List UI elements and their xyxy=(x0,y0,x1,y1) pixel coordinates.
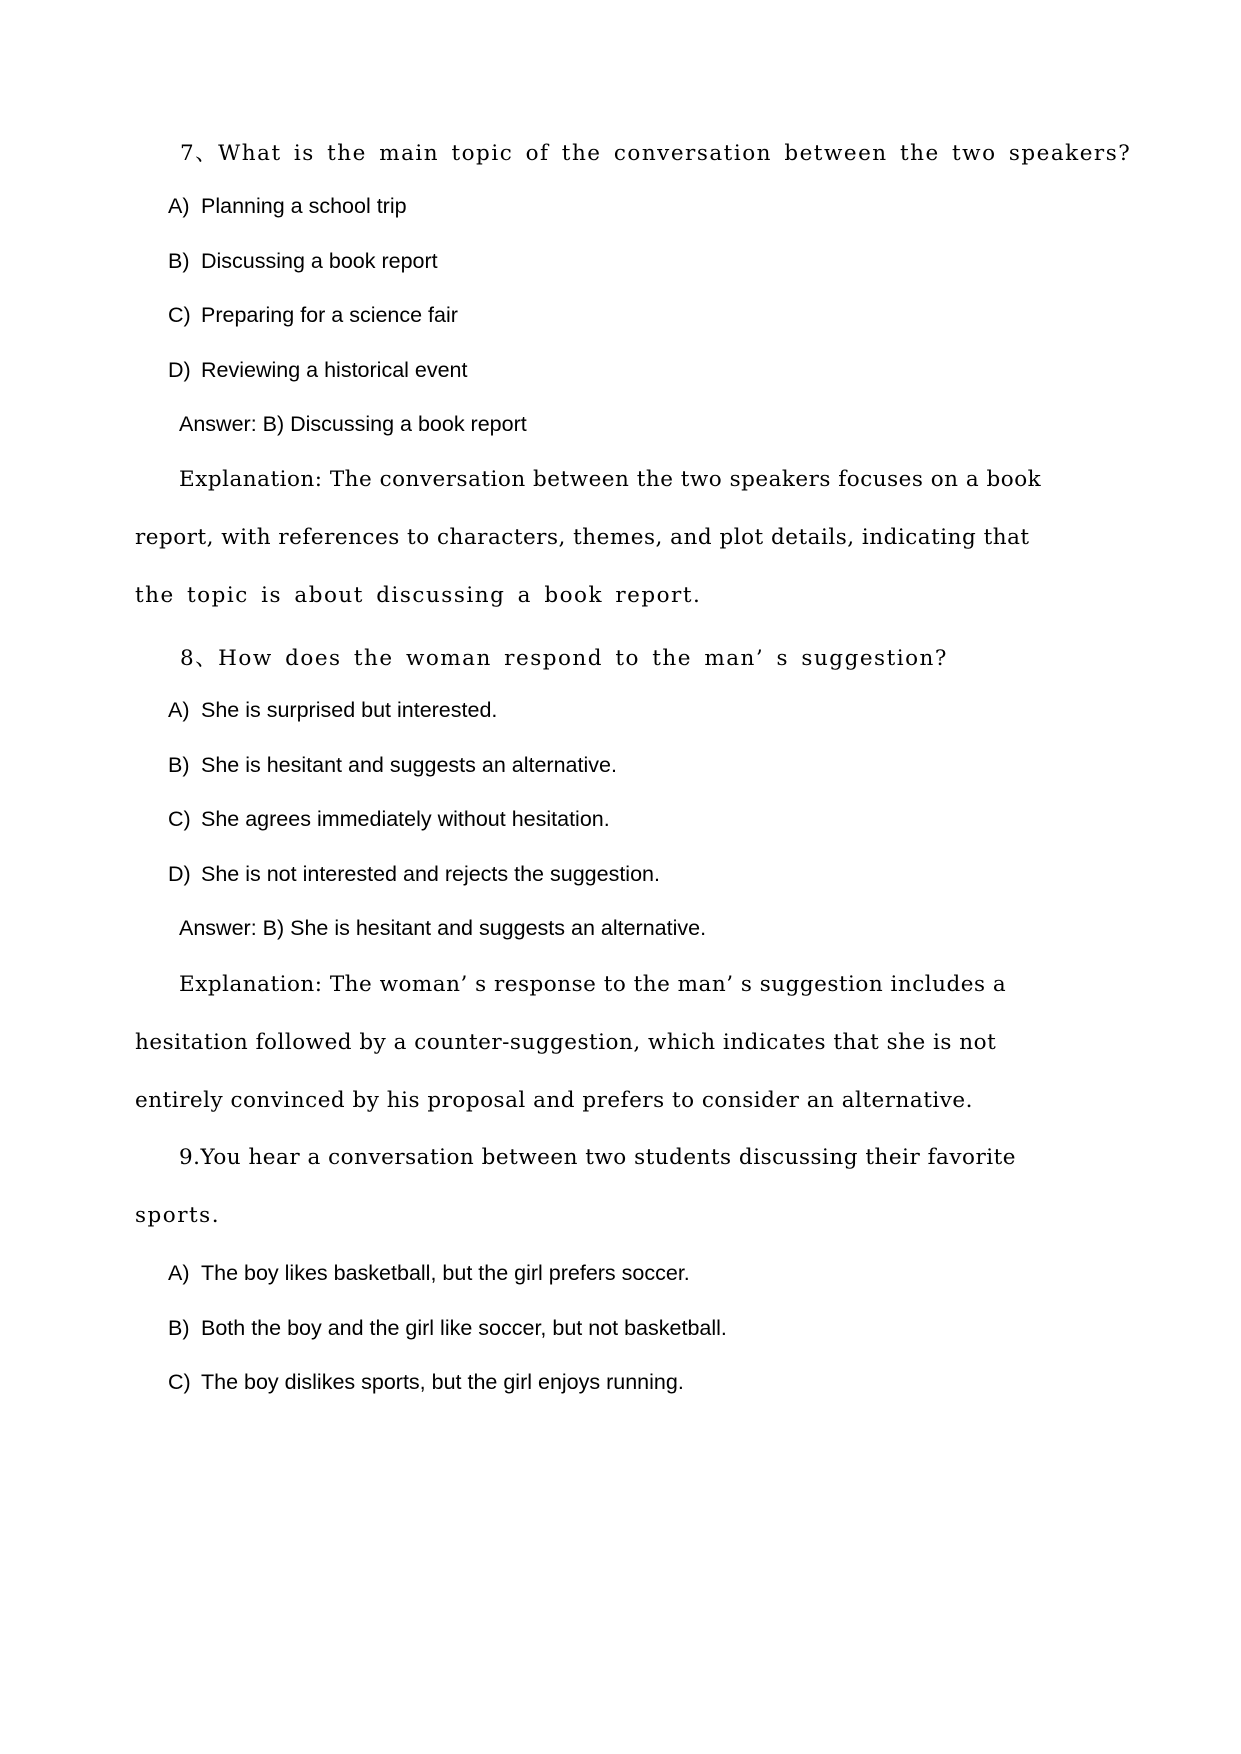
question-9-prompt-line-2: sports. xyxy=(135,1203,221,1228)
question-8-explanation-line-1: Explanation: The woman’ s response to the man’ s suggestion includes a xyxy=(179,972,1007,997)
question-7-explanation-line-2: report, with references to characters, themes, and plot details, indicating that xyxy=(135,525,1030,550)
option-text: The boy dislikes sports, but the girl enjoys running. xyxy=(201,1370,684,1394)
option-letter: B) xyxy=(168,249,190,273)
question-8-prompt: 8、How does the woman respond to the man’ s suggestion? xyxy=(180,646,948,671)
option-letter: A) xyxy=(168,698,190,722)
option-letter: B) xyxy=(168,1316,190,1340)
option-letter: B) xyxy=(168,753,190,777)
question-9-prompt-line-1: 9.You hear a conversation between two students discussing their favorite xyxy=(179,1145,1016,1170)
option-letter: C) xyxy=(168,1370,191,1394)
option-text: The boy likes basketball, but the girl prefers soccer. xyxy=(201,1261,690,1285)
option-letter: A) xyxy=(168,194,190,218)
option-text: Reviewing a historical event xyxy=(201,358,468,382)
question-8-explanation-line-2: hesitation followed by a counter-suggestion, which indicates that she is not xyxy=(135,1030,997,1055)
option-text: Preparing for a science fair xyxy=(201,303,458,327)
option-letter: C) xyxy=(168,807,191,831)
option-text: She is surprised but interested. xyxy=(201,698,498,722)
option-text: Planning a school trip xyxy=(201,194,407,218)
option-text: She is not interested and rejects the suggestion. xyxy=(201,862,660,886)
question-8-explanation-line-3: entirely convinced by his proposal and prefers to consider an alternative. xyxy=(135,1088,973,1113)
option-letter: A) xyxy=(168,1261,190,1285)
option-letter: C) xyxy=(168,303,191,327)
option-letter: D) xyxy=(168,862,191,886)
question-7-answer: Answer: B) Discussing a book report xyxy=(179,412,527,436)
option-text: She is hesitant and suggests an alternative. xyxy=(201,753,617,777)
question-8-answer: Answer: B) She is hesitant and suggests an alternative. xyxy=(179,916,707,940)
option-text: She agrees immediately without hesitation. xyxy=(201,807,610,831)
option-text: Both the boy and the girl like soccer, but not basketball. xyxy=(201,1316,727,1340)
question-7-explanation-line-3: the topic is about discussing a book report. xyxy=(135,583,702,608)
option-text: Discussing a book report xyxy=(201,249,438,273)
option-letter: D) xyxy=(168,358,191,382)
question-7-explanation-line-1: Explanation: The conversation between the two speakers focuses on a book xyxy=(179,467,1042,492)
question-7-prompt: 7、What is the main topic of the conversation between the two speakers? xyxy=(180,141,1132,166)
